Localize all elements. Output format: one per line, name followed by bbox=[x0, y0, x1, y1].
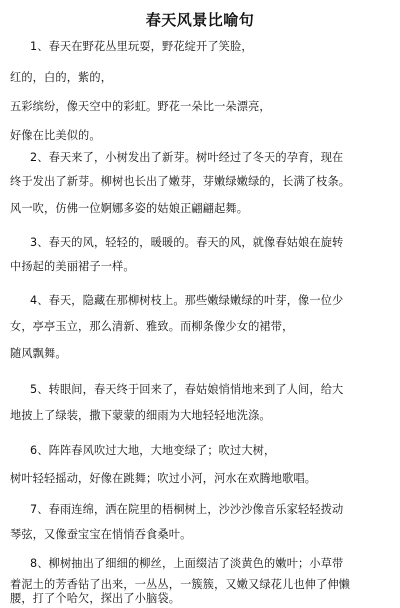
text-line: 6、阵阵春风吹过大地，大地变绿了；吹过大树， bbox=[30, 444, 276, 457]
document-title: 春天风景比喻句 bbox=[145, 11, 255, 29]
text-line: 随风飘舞。 bbox=[10, 347, 67, 360]
text-line: 1、春天在野花丛里玩耍，野花绽开了笑脸， bbox=[30, 40, 253, 53]
text-line: 3、春天的风，轻轻的，暖暖的。春天的风，就像春姑娘在旋转 bbox=[30, 236, 344, 249]
text-line: 终于发出了新芽。柳树也长出了嫩芽，芽嫩绿嫩绿的，长满了枝条。 bbox=[10, 175, 351, 188]
text-line: 红的，白的，紫的， bbox=[10, 71, 113, 84]
text-line: 中扬起的美丽裙子一样。 bbox=[10, 260, 135, 273]
text-line: 女，亭亭玉立，那么清新、雅致。而柳条像少女的裙带， bbox=[10, 320, 294, 333]
text-line: 8、柳树抽出了细细的柳丝，上面缀洁了淡黄色的嫩叶；小草带 bbox=[30, 557, 344, 570]
text-line: 7、春雨连绵，洒在院里的梧桐树上，沙沙沙像音乐家轻轻拨动 bbox=[30, 503, 344, 516]
text-line: 树叶轻轻摇动，好像在跳舞；吹过小河，河水在欢腾地歌唱。 bbox=[10, 472, 317, 485]
text-line: 地披上了绿装，撒下蒙蒙的细雨为大地轻轻地洗涤。 bbox=[10, 409, 271, 422]
text-line: 风一吹，仿佛一位婀娜多姿的姑娘正翩翩起舞。 bbox=[10, 202, 249, 215]
text-line: 2、春天来了，小树发出了新芽。树叶经过了冬天的孕育，现在 bbox=[30, 151, 344, 164]
text-line: 琴弦，又像蚕宝宝在悄悄吞食桑叶。 bbox=[10, 528, 192, 541]
text-line: 好像在比美似的。 bbox=[10, 129, 101, 142]
text-line: 4、春天，隐藏在那柳树枝上。那些嫩绿嫩绿的叶芽，像一位少 bbox=[30, 294, 344, 307]
text-line: 五彩缤纷，像天空中的彩虹。野花一朵比一朵漂亮， bbox=[10, 100, 271, 113]
text-line: 着泥土的芳香钻了出来，一丛丛，一簇簇，又嫩又绿花儿也伸了伸懒 bbox=[10, 578, 351, 591]
text-line: 腰，打了个哈欠，探出了小脑袋。 bbox=[10, 592, 181, 605]
text-line: 5、转眼间，春天终于回来了，春姑娘悄悄地来到了人间，给大 bbox=[30, 383, 344, 396]
